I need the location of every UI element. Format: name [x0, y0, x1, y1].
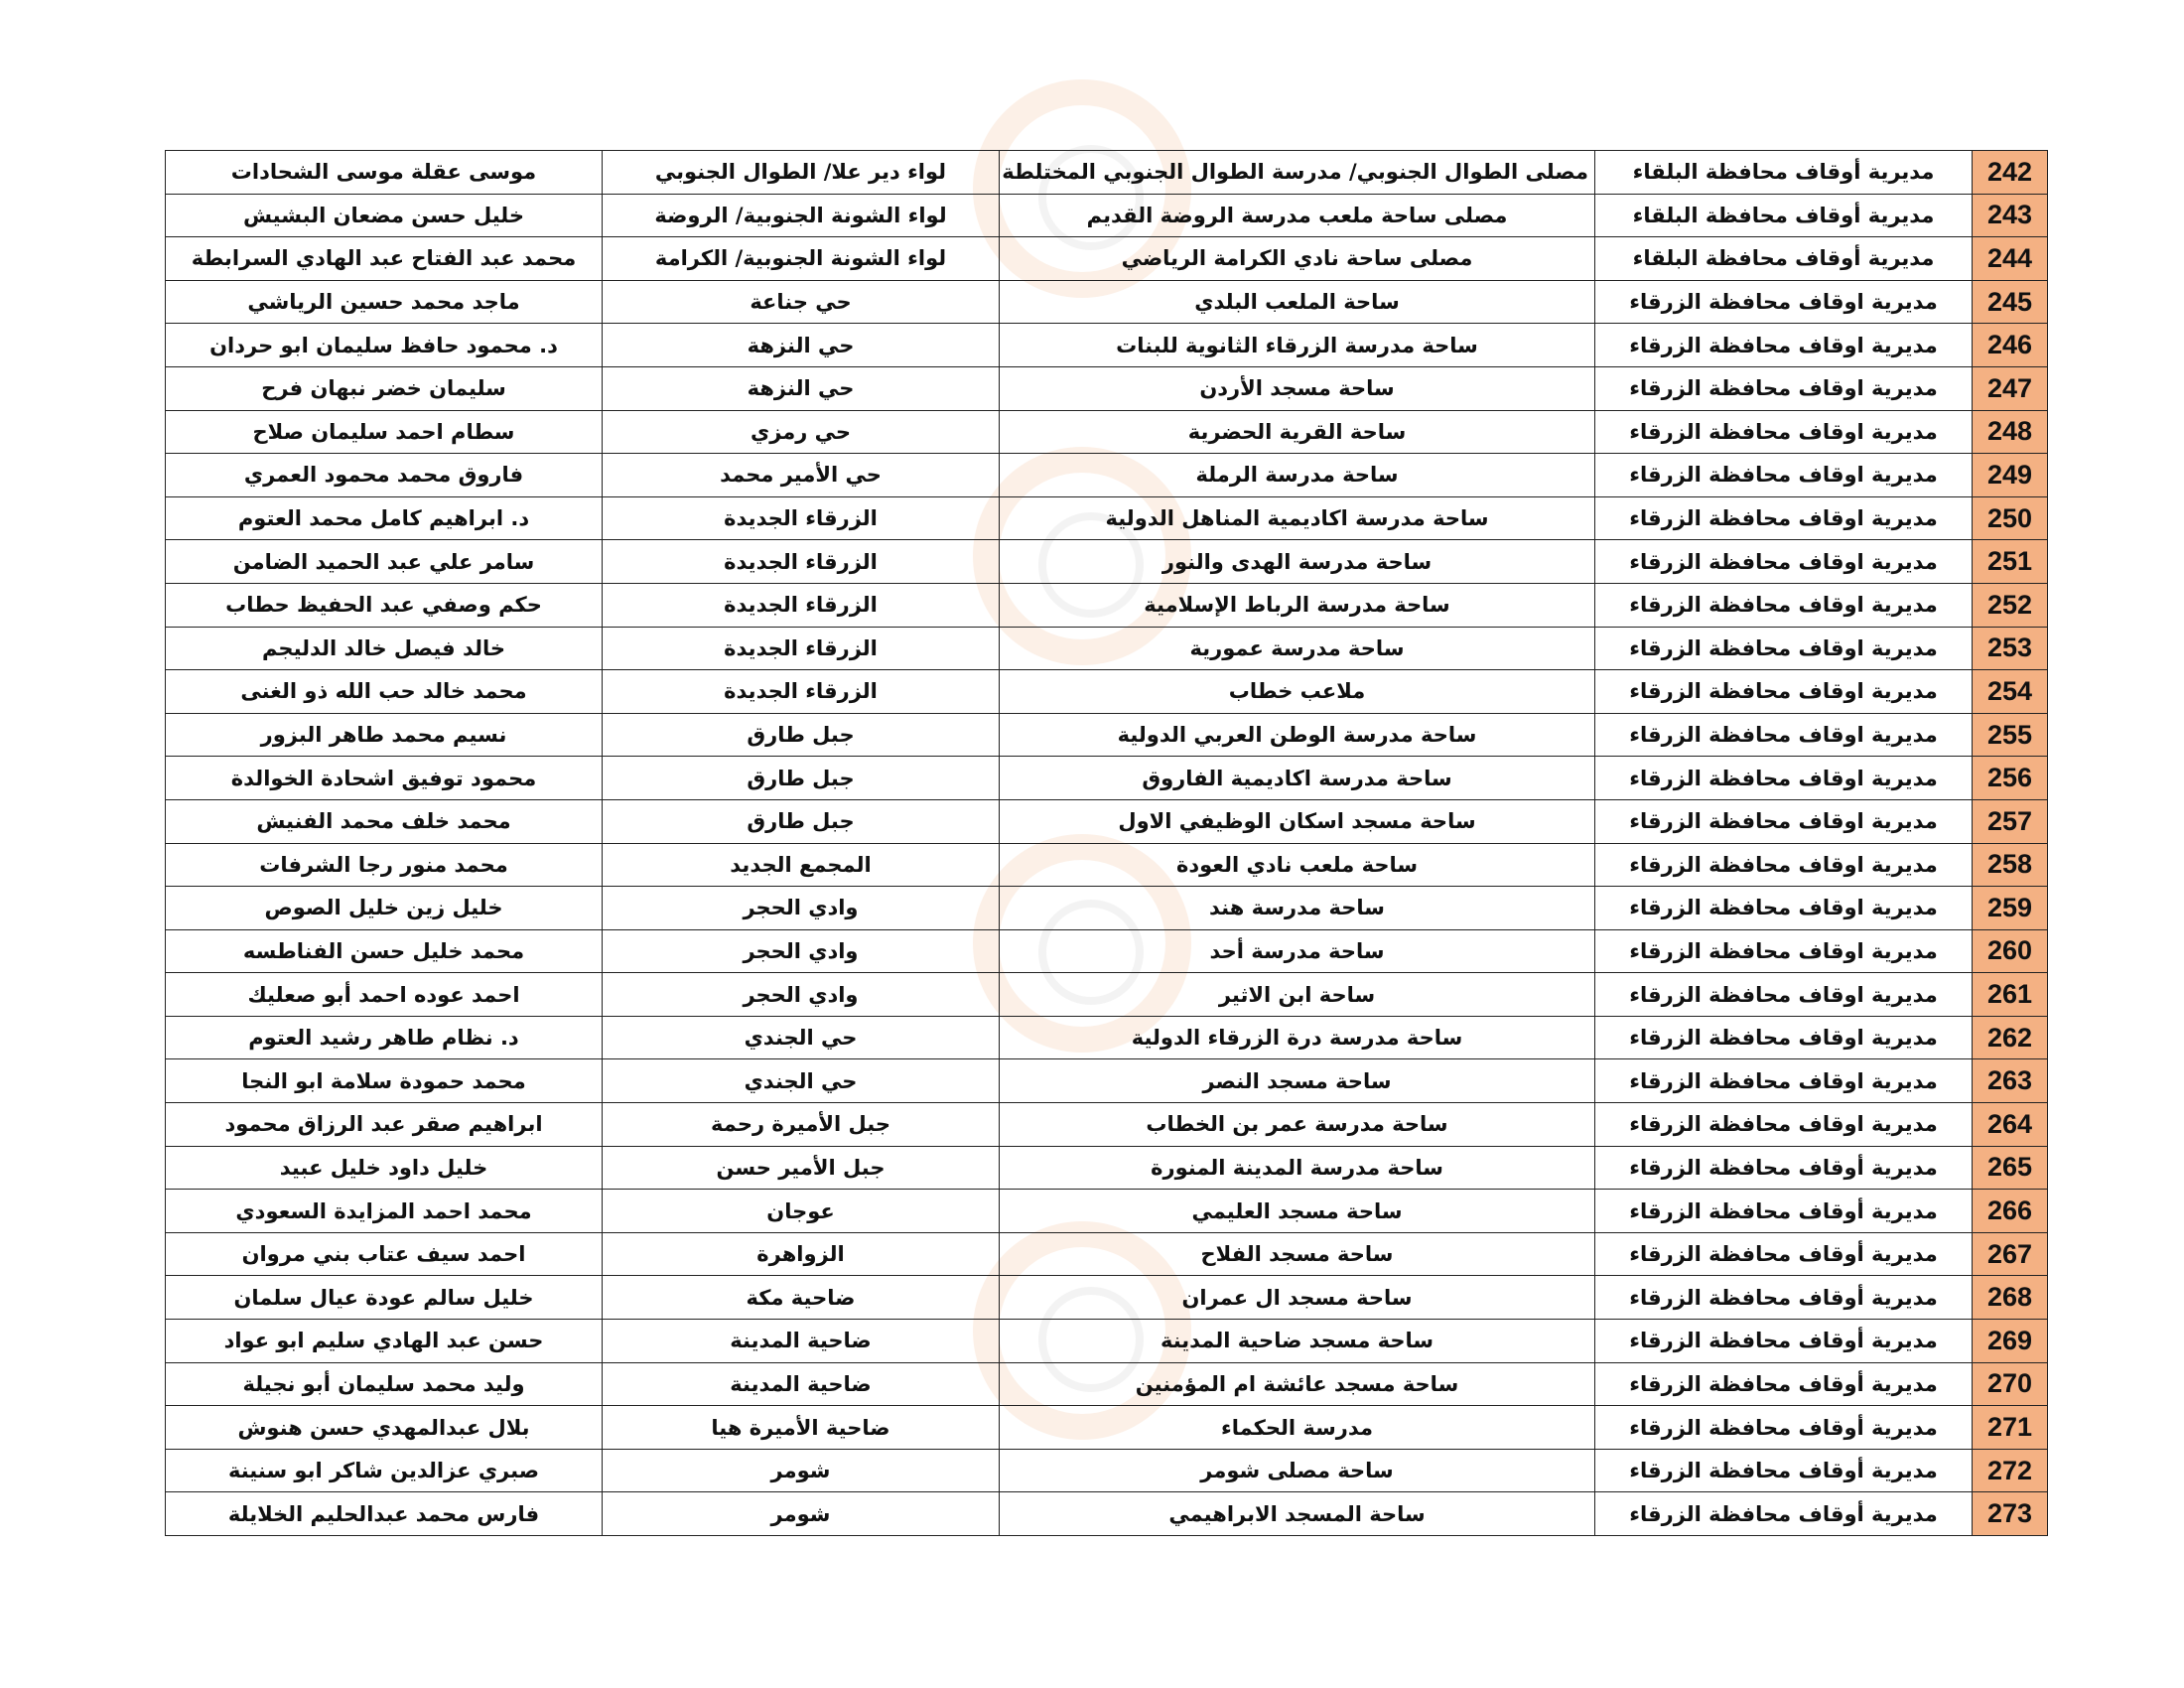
table-row	[166, 1059, 2048, 1103]
location-cell: ملاعب خطاب	[1000, 670, 1595, 714]
row-number: 264	[1973, 1103, 2048, 1147]
table-row	[166, 280, 2048, 324]
area-cell: لواء دير علا/ الطوال الجنوبي	[603, 151, 1000, 195]
table-row	[166, 410, 2048, 454]
area-cell: الزواهرة	[603, 1232, 1000, 1276]
location-cell: ساحة مسجد اسكان الوظيفي الاول	[1000, 799, 1595, 843]
imam-name-cell: حكم وصفي عبد الحفيظ حطاب	[166, 583, 603, 627]
row-number: 271	[1973, 1406, 2048, 1450]
location-cell: ساحة مسجد النصر	[1000, 1059, 1595, 1103]
imam-name-cell: محمد خليل حسن الفناطسه	[166, 929, 603, 973]
row-number: 257	[1973, 799, 2048, 843]
row-number: 266	[1973, 1190, 2048, 1233]
imam-name-cell: محمد خالد حب الله ذو الغنى	[166, 670, 603, 714]
table-row	[166, 1146, 2048, 1190]
location-cell: ساحة مدرسة هند	[1000, 887, 1595, 930]
directorate-cell: مديرية اوقاف محافظة الزرقاء	[1595, 496, 1973, 540]
imam-name-cell: سليمان خضر نبهان فرح	[166, 366, 603, 410]
imam-name-cell: وليد محمد سليمان أبو نجيلة	[166, 1362, 603, 1406]
imam-name-cell: د. نظام طاهر رشيد العتوم	[166, 1016, 603, 1059]
row-number: 252	[1973, 583, 2048, 627]
table-row	[166, 929, 2048, 973]
row-number: 248	[1973, 410, 2048, 454]
directorate-cell: مديرية أوقاف محافظة الزرقاء	[1595, 1406, 1973, 1450]
directorate-cell: مديرية أوقاف محافظة الزرقاء	[1595, 1449, 1973, 1492]
row-number: 249	[1973, 454, 2048, 497]
directorate-cell: مديرية اوقاف محافظة الزرقاء	[1595, 887, 1973, 930]
imam-name-cell: فارس محمد عبدالحليم الخلايلة	[166, 1492, 603, 1536]
location-cell: ساحة مدرسة درة الزرقاء الدولية	[1000, 1016, 1595, 1059]
area-cell: الزرقاء الجديدة	[603, 583, 1000, 627]
table-container	[165, 150, 2047, 1536]
location-cell: مصلى ساحة نادي الكرامة الرياضي	[1000, 237, 1595, 281]
location-cell: ساحة ابن الاثير	[1000, 973, 1595, 1017]
directorate-cell: مديرية أوقاف محافظة البلقاء	[1595, 194, 1973, 237]
location-cell: ساحة ملعب نادي العودة	[1000, 843, 1595, 887]
imam-name-cell: محمد حمودة سلامة ابو النجا	[166, 1059, 603, 1103]
imam-name-cell: محمد منور رجا الشرفات	[166, 843, 603, 887]
imam-name-cell: خليل داود خليل عبيد	[166, 1146, 603, 1190]
imam-name-cell: محمد عبد الفتاح عبد الهادي السرابطة	[166, 237, 603, 281]
location-cell: ساحة المسجد الابراهيمي	[1000, 1492, 1595, 1536]
area-cell: جبل طارق	[603, 713, 1000, 757]
directorate-cell: مديرية اوقاف محافظة الزرقاء	[1595, 1016, 1973, 1059]
area-cell: حي النزهة	[603, 366, 1000, 410]
location-cell: ساحة مسجد ال عمران	[1000, 1276, 1595, 1320]
row-number: 255	[1973, 713, 2048, 757]
table-row	[166, 1103, 2048, 1147]
location-cell: ساحة مدرسة الرملة	[1000, 454, 1595, 497]
table-row	[166, 843, 2048, 887]
location-cell: ساحة مدرسة الوطن العربي الدولية	[1000, 713, 1595, 757]
directorate-cell: مديرية اوقاف محافظة الزرقاء	[1595, 280, 1973, 324]
location-cell: ساحة مسجد الأردن	[1000, 366, 1595, 410]
imam-name-cell: ابراهيم صقر عبد الرزاق محمود	[166, 1103, 603, 1147]
table-row	[166, 1492, 2048, 1536]
row-number: 262	[1973, 1016, 2048, 1059]
area-cell: حي الأمير محمد	[603, 454, 1000, 497]
row-number: 272	[1973, 1449, 2048, 1492]
row-number: 242	[1973, 151, 2048, 195]
directorate-cell: مديرية أوقاف محافظة الزرقاء	[1595, 1146, 1973, 1190]
directorate-cell: مديرية أوقاف محافظة الزرقاء	[1595, 1190, 1973, 1233]
imam-name-cell: خليل سالم عودة عيال سلمان	[166, 1276, 603, 1320]
directorate-cell: مديرية اوقاف محافظة الزرقاء	[1595, 973, 1973, 1017]
table-row	[166, 973, 2048, 1017]
directorate-cell: مديرية اوقاف محافظة الزرقاء	[1595, 670, 1973, 714]
imam-name-cell: موسى عقلة موسى الشحادات	[166, 151, 603, 195]
location-cell: ساحة مسجد ضاحية المدينة	[1000, 1320, 1595, 1363]
imam-name-cell: سطام احمد سليمان صلاح	[166, 410, 603, 454]
row-number: 244	[1973, 237, 2048, 281]
location-cell: ساحة مدرسة عمر بن الخطاب	[1000, 1103, 1595, 1147]
table-row	[166, 1449, 2048, 1492]
row-number: 260	[1973, 929, 2048, 973]
area-cell: حي الجندي	[603, 1059, 1000, 1103]
imam-name-cell: ماجد محمد حسين الرياشي	[166, 280, 603, 324]
directorate-cell: مديرية اوقاف محافظة الزرقاء	[1595, 713, 1973, 757]
location-cell: ساحة مدرسة الزرقاء الثانوية للبنات	[1000, 324, 1595, 367]
area-cell: جبل طارق	[603, 757, 1000, 800]
area-cell: جبل طارق	[603, 799, 1000, 843]
directorate-cell: مديرية اوقاف محافظة الزرقاء	[1595, 540, 1973, 584]
table-row	[166, 713, 2048, 757]
table-row	[166, 324, 2048, 367]
row-number: 268	[1973, 1276, 2048, 1320]
table-row	[166, 1190, 2048, 1233]
table-row	[166, 1232, 2048, 1276]
imam-name-cell: خالد فيصل خالد الدليجم	[166, 627, 603, 670]
location-cell: ساحة مدرسة أحد	[1000, 929, 1595, 973]
directorate-cell: مديرية اوقاف محافظة الزرقاء	[1595, 324, 1973, 367]
location-cell: ساحة مدرسة اكاديمية الفاروق	[1000, 757, 1595, 800]
location-cell: ساحة مدرسة عمورية	[1000, 627, 1595, 670]
imam-name-cell: محمد خلف محمد الفنيش	[166, 799, 603, 843]
table-row	[166, 1320, 2048, 1363]
imam-name-cell: نسيم محمد طاهر البزور	[166, 713, 603, 757]
location-cell: مصلى الطوال الجنوبي/ مدرسة الطوال الجنوبي المختلطة	[1000, 151, 1595, 195]
row-number: 269	[1973, 1320, 2048, 1363]
imam-name-cell: فاروق محمد محمود العمري	[166, 454, 603, 497]
location-cell: ساحة الملعب البلدي	[1000, 280, 1595, 324]
row-number: 267	[1973, 1232, 2048, 1276]
location-cell: ساحة مدرسة اكاديمية المناهل الدولية	[1000, 496, 1595, 540]
row-number: 265	[1973, 1146, 2048, 1190]
directorate-cell: مديرية أوقاف محافظة البلقاء	[1595, 237, 1973, 281]
row-number: 261	[1973, 973, 2048, 1017]
row-number: 246	[1973, 324, 2048, 367]
table-row	[166, 1406, 2048, 1450]
row-number: 270	[1973, 1362, 2048, 1406]
row-number: 263	[1973, 1059, 2048, 1103]
imam-name-cell: حسن عبد الهادي سليم ابو عواد	[166, 1320, 603, 1363]
imam-name-cell: محمد احمد المزايدة السعودي	[166, 1190, 603, 1233]
area-cell: لواء الشونة الجنوبية/ الكرامة	[603, 237, 1000, 281]
row-number: 259	[1973, 887, 2048, 930]
location-cell: ساحة مصلى شومر	[1000, 1449, 1595, 1492]
area-cell: ضاحية المدينة	[603, 1362, 1000, 1406]
area-cell: المجمع الجديد	[603, 843, 1000, 887]
directorate-cell: مديرية اوقاف محافظة الزرقاء	[1595, 583, 1973, 627]
table-row	[166, 670, 2048, 714]
imam-name-cell: سامر علي عبد الحميد الضامن	[166, 540, 603, 584]
table-row	[166, 1276, 2048, 1320]
area-cell: حي الجندي	[603, 1016, 1000, 1059]
imam-name-cell: احمد عوده احمد أبو صعليك	[166, 973, 603, 1017]
area-cell: وادي الحجر	[603, 973, 1000, 1017]
row-number: 247	[1973, 366, 2048, 410]
directorate-cell: مديرية اوقاف محافظة الزرقاء	[1595, 410, 1973, 454]
directorate-cell: مديرية أوقاف محافظة الزرقاء	[1595, 1320, 1973, 1363]
row-number: 254	[1973, 670, 2048, 714]
table-row	[166, 454, 2048, 497]
area-cell: لواء الشونة الجنوبية/ الروضة	[603, 194, 1000, 237]
row-number: 273	[1973, 1492, 2048, 1536]
table-row	[166, 887, 2048, 930]
row-number: 245	[1973, 280, 2048, 324]
directorate-cell: مديرية اوقاف محافظة الزرقاء	[1595, 454, 1973, 497]
location-cell: ساحة القرية الحضرية	[1000, 410, 1595, 454]
area-cell: ضاحية الأميرة هيا	[603, 1406, 1000, 1450]
imam-name-cell: خليل زين خليل الصوص	[166, 887, 603, 930]
directorate-cell: مديرية أوقاف محافظة الزرقاء	[1595, 1232, 1973, 1276]
location-cell: ساحة مدرسة الرباط الإسلامية	[1000, 583, 1595, 627]
location-cell: مصلى ساحة ملعب مدرسة الروضة القديم	[1000, 194, 1595, 237]
area-cell: وادي الحجر	[603, 929, 1000, 973]
imam-name-cell: احمد سيف عتاب بني مروان	[166, 1232, 603, 1276]
area-cell: حي جناعة	[603, 280, 1000, 324]
row-number: 253	[1973, 627, 2048, 670]
imam-name-cell: د. ابراهيم كامل محمد العتوم	[166, 496, 603, 540]
location-cell: مدرسة الحكماء	[1000, 1406, 1595, 1450]
location-cell: ساحة مسجد عائشة ام المؤمنين	[1000, 1362, 1595, 1406]
area-cell: الزرقاء الجديدة	[603, 627, 1000, 670]
directorate-cell: مديرية اوقاف محافظة الزرقاء	[1595, 929, 1973, 973]
directorate-cell: مديرية أوقاف محافظة الزرقاء	[1595, 1276, 1973, 1320]
directorate-cell: مديرية اوقاف محافظة الزرقاء	[1595, 627, 1973, 670]
row-number: 258	[1973, 843, 2048, 887]
prayer-locations-table	[165, 150, 2048, 1536]
row-number: 256	[1973, 757, 2048, 800]
area-cell: شومر	[603, 1449, 1000, 1492]
area-cell: عوجان	[603, 1190, 1000, 1233]
directorate-cell: مديرية اوقاف محافظة الزرقاء	[1595, 757, 1973, 800]
table-row	[166, 194, 2048, 237]
area-cell: ضاحية مكة	[603, 1276, 1000, 1320]
table-row	[166, 757, 2048, 800]
directorate-cell: مديرية أوقاف محافظة الزرقاء	[1595, 1362, 1973, 1406]
location-cell: ساحة مدرسة المدينة المنورة	[1000, 1146, 1595, 1190]
area-cell: ضاحية المدينة	[603, 1320, 1000, 1363]
table-row	[166, 496, 2048, 540]
row-number: 243	[1973, 194, 2048, 237]
directorate-cell: مديرية أوقاف محافظة الزرقاء	[1595, 1492, 1973, 1536]
imam-name-cell: صبري عزالدين شاكر ابو سنينة	[166, 1449, 603, 1492]
area-cell: حي رمزي	[603, 410, 1000, 454]
table-row	[166, 366, 2048, 410]
area-cell: شومر	[603, 1492, 1000, 1536]
directorate-cell: مديرية أوقاف محافظة البلقاء	[1595, 151, 1973, 195]
directorate-cell: مديرية اوقاف محافظة الزرقاء	[1595, 799, 1973, 843]
area-cell: جبل الأمير حسن	[603, 1146, 1000, 1190]
imam-name-cell: خليل حسن مضعان البشيش	[166, 194, 603, 237]
table-row	[166, 151, 2048, 195]
area-cell: حي النزهة	[603, 324, 1000, 367]
row-number: 251	[1973, 540, 2048, 584]
imam-name-cell: محمود توفيق اشحادة الخوالدة	[166, 757, 603, 800]
table-body	[166, 151, 2048, 1536]
table-row	[166, 540, 2048, 584]
location-cell: ساحة مدرسة الهدى والنور	[1000, 540, 1595, 584]
area-cell: جبل الأميرة رحمة	[603, 1103, 1000, 1147]
directorate-cell: مديرية اوقاف محافظة الزرقاء	[1595, 1059, 1973, 1103]
area-cell: الزرقاء الجديدة	[603, 670, 1000, 714]
area-cell: وادي الحجر	[603, 887, 1000, 930]
row-number: 250	[1973, 496, 2048, 540]
location-cell: ساحة مسجد الفلاح	[1000, 1232, 1595, 1276]
table-row	[166, 583, 2048, 627]
table-row	[166, 1016, 2048, 1059]
table-row	[166, 627, 2048, 670]
table-row	[166, 237, 2048, 281]
directorate-cell: مديرية اوقاف محافظة الزرقاء	[1595, 1103, 1973, 1147]
area-cell: الزرقاء الجديدة	[603, 540, 1000, 584]
table-row	[166, 1362, 2048, 1406]
imam-name-cell: د. محمود حافظ سليمان ابو حردان	[166, 324, 603, 367]
area-cell: الزرقاء الجديدة	[603, 496, 1000, 540]
table-row	[166, 799, 2048, 843]
imam-name-cell: بلال عبدالمهدي حسن هنوش	[166, 1406, 603, 1450]
directorate-cell: مديرية اوقاف محافظة الزرقاء	[1595, 366, 1973, 410]
directorate-cell: مديرية اوقاف محافظة الزرقاء	[1595, 843, 1973, 887]
location-cell: ساحة مسجد العليمي	[1000, 1190, 1595, 1233]
